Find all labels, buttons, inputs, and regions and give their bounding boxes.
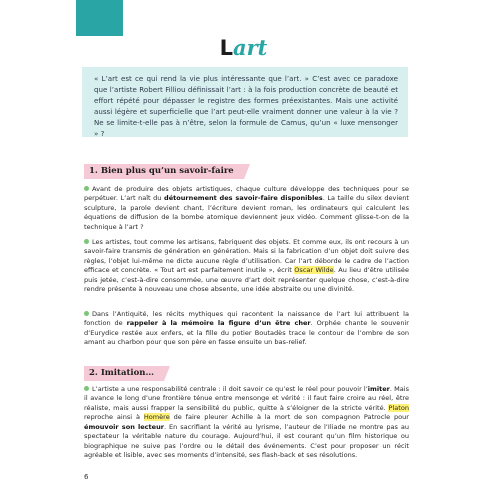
color-tab-marker <box>76 0 123 36</box>
bullet-dot-icon <box>84 386 89 391</box>
bold-term: détournement des savoir-faire disponibles <box>164 194 323 203</box>
highlighted-name: Platon <box>388 403 409 412</box>
title-part1: L <box>219 36 233 60</box>
text-run: Les artistes, tout comme les artisans, fabriquent des objets. Et comme eux, ils ont recours à un savoir-faire transmis de génération en génération. Mais si la fabrication d’un objet doit suivre des règles, l’objet lui-même ne dicte aucune règle d’utilisation. Car l’art déborde le cadre de l’action efficace et concrète. « Tout art est parfaitement inutile », écrit <box>84 238 409 275</box>
section-1-paragraph-3 <box>84 310 409 348</box>
bullet-dot-icon <box>84 239 89 244</box>
text-run: reproche ainsi à <box>84 413 144 422</box>
highlighted-name: Homère <box>143 413 170 422</box>
bullet-dot-icon <box>84 311 89 316</box>
heading-corner-decoration <box>244 164 250 179</box>
section-2-paragraph-1 <box>84 385 409 461</box>
intro-quote-box: « L’art est ce qui rend la vie plus intéressante que l’art. » C’est avec ce paradoxe que l’artiste Robert Filliou définissait l’art : à la fois production concrète de beauté et effort répété pour dépasser le registre des formes préexistantes. Mais une activité aussi légère et superficielle que l’art peut-elle vraiment donner une valeur à la vie ? Ne se limite-t-elle pas à n’être, selon la formule de Camus, qu’un « luxe mensonger » ? <box>82 67 408 137</box>
text-run: . La taille du silex devient sculpture, la parole devient chant, l’écriture devient roman, les ordinateurs qui calculent les équations de diffusion de la bombe atomique deviennent jeux vidéo. Comment glisse-t-on de la technique à l’art ? <box>84 194 409 231</box>
text-run: L’artiste a une responsabilité centrale : il doit savoir ce qu’est le réel pour pouvoir l’ <box>92 385 368 393</box>
bullet-dot-icon <box>84 186 89 191</box>
heading-corner-decoration <box>164 366 170 381</box>
section-1-paragraph-2 <box>84 238 409 295</box>
section-1-heading-text: 1. Bien plus qu’un savoir-faire <box>89 166 234 176</box>
text-run: Dans l’Antiquité, les récits mythiques qui racontent la naissance de l’art lui attribuent la fonction de <box>84 310 409 328</box>
bold-term: imiter <box>367 385 390 393</box>
section-2-heading <box>84 366 164 381</box>
bold-term: rappeler à la mémoire la figure d’un être cher <box>126 319 311 328</box>
text-run: . En sacrifiant la vérité au lyrisme, l’auteur de l’Iliade ne montre pas au spectateur la véritable nature du courage. Aujourd’hui, il est courant qu’un film historique ou biographique ne suive pas l’ordre ou le détail des événements. C’est pour proposer un récit agréable et lisible, avec ses moments d’intensité, ses flash-back et ses résolutions. <box>84 422 409 460</box>
title-part2: art <box>233 35 268 60</box>
section-1-heading <box>84 164 244 179</box>
text-run: Avant de produire des objets artistiques, chaque culture développe des techniques pour se perpétuer. L’art naît du <box>84 185 409 203</box>
section-1-paragraph-1 <box>84 185 409 232</box>
text-run: . Au lieu d’être utilisée puis jetée, c’est-à-dire consommée, une œuvre d’art doit représenter quelque chose, c’est-à-dire rendre présente à nouveau une chose absente, une idée abstraite ou une divinité. <box>84 266 409 294</box>
page-number: 6 <box>84 473 89 481</box>
bold-term: émouvoir son lecteur <box>84 422 165 431</box>
text-run: . Orphée chante le souvenir d’Eurydice restée aux enfers, et la fille du potier Boutadès trace le contour de l’ombre de son amant au charbon pour que son père en fasse ensuite un bas-relief. <box>84 319 409 347</box>
page-title <box>0 36 487 60</box>
section-2-heading-text: 2. Imitation… <box>89 368 154 378</box>
text-run: de faire pleurer Achille à la mort de son compagnon Patrocle pour <box>169 413 409 422</box>
highlighted-name: Oscar Wilde <box>294 266 334 275</box>
text-run: . Mais il avance le long d’une frontière ténue entre mensonge et vérité : il faut faire croire au réel, être réaliste, mais aussi frapper la sensibilité du public, quitte à s’éloigner de la stricte vérité. <box>84 385 409 412</box>
